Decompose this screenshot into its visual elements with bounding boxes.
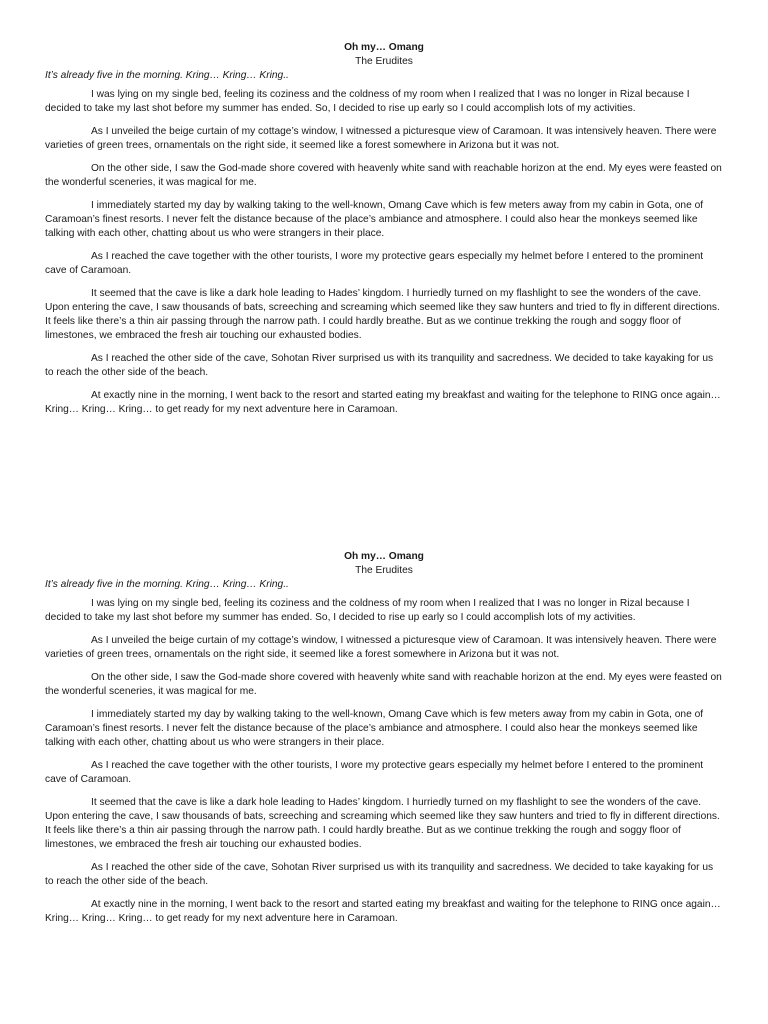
paragraph-7: As I reached the other side of the cave, Sohotan River surprised us with its tranquility and sacredness. We decided to take kayaking for us to reach the other side of the beach.	[45, 353, 714, 378]
paragraph-3: On the other side, I saw the God-made shore covered with heavenly white sand with reachable horizon at the end. My eyes were feasted on the wonderful sceneries, it was magical for me.	[45, 672, 722, 697]
paragraph-5: As I reached the cave together with the other tourists, I wore my protective gears especially my helmet before I entered to the prominent cave of Caramoan.	[45, 760, 704, 785]
paragraph-3: On the other side, I saw the God-made shore covered with heavenly white sand with reachable horizon at the end. My eyes were feasted on the wonderful sceneries, it was magical for me.	[45, 163, 722, 188]
article-intro: It’s already five in the morning. Kring… Kring… Kring..	[45, 70, 289, 81]
paragraph-2: As I unveiled the beige curtain of my cottage’s window, I witnessed a picturesque view of Caramoan. It was intensively heaven. There were varieties of green trees, ornamentals on the right side, it seemed like a forest somewhere in Arizona but it was not.	[45, 126, 717, 151]
article-copy-top	[45, 41, 723, 426]
article-author: The Erudites	[355, 565, 413, 576]
article-author: The Erudites	[355, 56, 413, 67]
paragraph-4: I immediately started my day by walking taking to the well-known, Omang Cave which is few meters away from my cabin in Gota, one of Caramoan’s finest resorts. I never felt the distance because of the place’s ambiance and atmosphere. I could also hear the monkeys seemed like talking with each other, chatting about us who were strangers in their place.	[45, 709, 704, 748]
paragraph-8: At exactly nine in the morning, I went back to the resort and started eating my breakfast and waiting for the telephone to RING once again… Kring… Kring… Kring… to get ready for my next adventure here in Caramoan.	[45, 899, 721, 924]
paragraph-6: It seemed that the cave is like a dark hole leading to Hades’ kingdom. I hurriedly turned on my flashlight to see the wonders of the cave. Upon entering the cave, I saw thousands of bats, screeching and screaming which seemed like they saw hunters and tried to fly in different directions. It feels like there’s a thin air passing through the narrow path. I could hardly breathe. But as we continue trekking the rough and soggy floor of limestones, we embraced the fresh air touching our exhausted bodies.	[45, 797, 720, 850]
paragraph-1: I was lying on my single bed, feeling its coziness and the coldness of my room when I realized that I was no longer in Rizal because I decided to take my last shot before my summer has ended. So, I decided to rise up early so I could accomplish lots of my activities.	[45, 89, 690, 114]
paragraph-5: As I reached the cave together with the other tourists, I wore my protective gears especially my helmet before I entered to the prominent cave of Caramoan.	[45, 251, 704, 276]
article-title: Oh my… Omang	[344, 42, 424, 53]
paragraph-7: As I reached the other side of the cave, Sohotan River surprised us with its tranquility and sacredness. We decided to take kayaking for us to reach the other side of the beach.	[45, 862, 714, 887]
paragraph-6: It seemed that the cave is like a dark hole leading to Hades’ kingdom. I hurriedly turned on my flashlight to see the wonders of the cave. Upon entering the cave, I saw thousands of bats, screeching and screaming which seemed like they saw hunters and tried to fly in different directions. It feels like there’s a thin air passing through the narrow path. I could hardly breathe. But as we continue trekking the rough and soggy floor of limestones, we embraced the fresh air touching our exhausted bodies.	[45, 288, 720, 341]
paragraph-8: At exactly nine in the morning, I went back to the resort and started eating my breakfast and waiting for the telephone to RING once again… Kring… Kring… Kring… to get ready for my next adventure here in Caramoan.	[45, 390, 721, 415]
article-copy-bottom	[45, 550, 723, 935]
article-title: Oh my… Omang	[344, 551, 424, 562]
paragraph-2: As I unveiled the beige curtain of my cottage’s window, I witnessed a picturesque view of Caramoan. It was intensively heaven. There were varieties of green trees, ornamentals on the right side, it seemed like a forest somewhere in Arizona but it was not.	[45, 635, 717, 660]
paragraph-4: I immediately started my day by walking taking to the well-known, Omang Cave which is few meters away from my cabin in Gota, one of Caramoan’s finest resorts. I never felt the distance because of the place’s ambiance and atmosphere. I could also hear the monkeys seemed like talking with each other, chatting about us who were strangers in their place.	[45, 200, 704, 239]
article-intro: It’s already five in the morning. Kring… Kring… Kring..	[45, 579, 289, 590]
paragraph-1: I was lying on my single bed, feeling its coziness and the coldness of my room when I realized that I was no longer in Rizal because I decided to take my last shot before my summer has ended. So, I decided to rise up early so I could accomplish lots of my activities.	[45, 598, 690, 623]
